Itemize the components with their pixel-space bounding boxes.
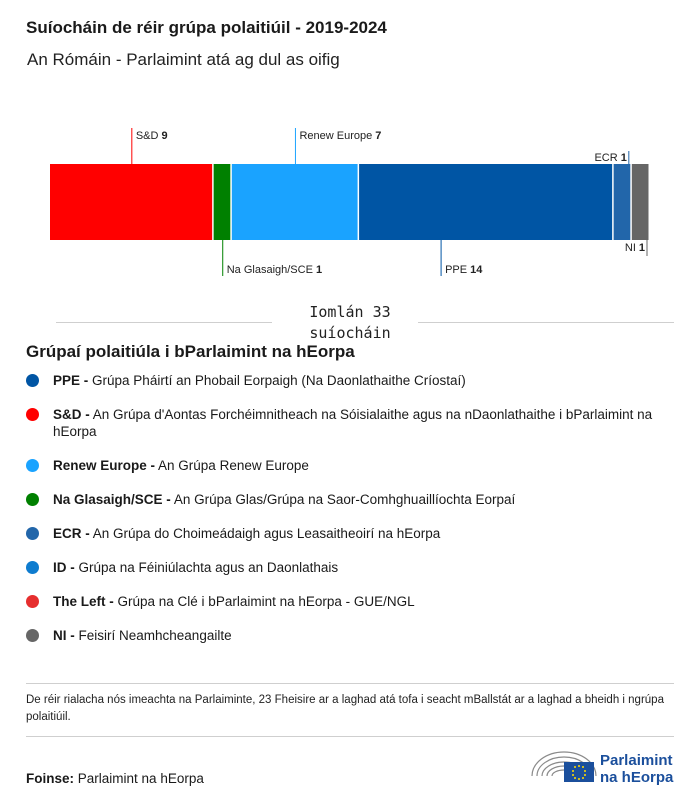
- legend-abbr: PPE -: [53, 373, 89, 388]
- segment-label-name: S&D: [135, 130, 159, 142]
- legend-swatch: [26, 408, 39, 421]
- legend-item: [26, 457, 676, 474]
- legend-item: [26, 627, 676, 644]
- legend-swatch: [26, 629, 39, 642]
- segment-label-name: PPE: [445, 264, 468, 276]
- legend-abbr: S&D -: [53, 407, 90, 422]
- chart-title: Suíocháin de réir grúpa polaitiúil - 2019-2024: [26, 18, 387, 37]
- legend-swatch: [26, 595, 39, 608]
- legend-item: [26, 372, 676, 389]
- logo-line-2: na hEorpa: [600, 769, 674, 786]
- legend-desc: An Grúpa Glas/Grúpa na Saor-Comhghuaillíochta Eorpaí: [173, 492, 516, 507]
- segment-label: [594, 152, 626, 164]
- bar-segment: [614, 164, 631, 240]
- legend-abbr: The Left -: [53, 594, 114, 609]
- segment-label: [625, 242, 645, 254]
- legend-desc: An Grúpa do Choimeádaigh agus Leasaitheoirí na hEorpa: [92, 526, 441, 541]
- legend-desc: Grúpa na Féiniúlachta agus an Daonlathais: [78, 560, 339, 575]
- legend-desc: An Grúpa Renew Europe: [158, 458, 309, 473]
- segment-label-name: Na Glasaigh/SCE: [226, 264, 313, 276]
- legend-item: [26, 491, 676, 508]
- legend-abbr: NI -: [53, 628, 75, 643]
- legend-swatch: [26, 374, 39, 387]
- segment-label-value: 14: [470, 264, 483, 276]
- legend-abbr: ECR -: [53, 526, 90, 541]
- legend-swatch: [26, 561, 39, 574]
- legend-desc: Grúpa na Clé i bParlaimint na hEorpa - GUE/NGL: [117, 594, 415, 609]
- total-seats-count: Iomlán 33: [309, 303, 391, 321]
- segment-label-name: ECR: [594, 152, 618, 164]
- bar-segment: [232, 164, 358, 240]
- legend-item: [26, 593, 676, 610]
- legend-swatch: [26, 493, 39, 506]
- source-line: [26, 771, 204, 786]
- total-seats-label: [275, 302, 425, 344]
- logo-line-1: Parlaimint: [600, 752, 673, 769]
- source-text: Parlaimint na hEorpa: [77, 771, 204, 786]
- footnote: De réir rialacha nós imeachta na Parlaiminte, 23 Fheisire ar a laghad atá tofa i seacht mBallstát ar a laghad a bheidh i ngrúpa polaitiúil.: [26, 694, 664, 723]
- legend-desc: Grúpa Pháirtí an Phobail Eorpaigh (Na Daonlathaithe Críostaí): [92, 373, 466, 388]
- legend-swatch: [26, 527, 39, 540]
- legend-swatch: [26, 459, 39, 472]
- legend: [26, 372, 676, 661]
- bar-segment: [632, 164, 649, 240]
- segment-label-value: 1: [638, 242, 645, 254]
- legend-item: [26, 559, 676, 576]
- segment-label-value: 7: [375, 130, 382, 142]
- segment-label: [136, 130, 168, 142]
- segment-label: [445, 264, 483, 276]
- segment-label-name: Renew Europe: [299, 130, 373, 142]
- segment-label-value: 1: [620, 152, 627, 164]
- legend-desc: An Grúpa d'Aontas Forchéimnitheach na Sóisialaithe agus na nDaonlathaithe i bParlaimint na hEorpa: [53, 407, 653, 439]
- segment-label-value: 1: [315, 264, 323, 276]
- legend-title: Grúpaí polaitiúla i bParlaimint na hEorpa: [26, 342, 355, 361]
- legend-desc: Feisirí Neamhcheangailte: [78, 628, 232, 643]
- total-divider-left: [56, 322, 272, 323]
- legend-abbr: Na Glasaigh/SCE -: [53, 492, 171, 507]
- legend-abbr: ID -: [53, 560, 75, 575]
- bar-segment: [50, 164, 212, 240]
- source-label: Foinse:: [26, 771, 75, 786]
- divider-top: [26, 683, 674, 684]
- segment-label-value: 9: [161, 130, 168, 142]
- bar-segment: [359, 164, 612, 240]
- legend-item: [26, 525, 676, 542]
- total-seats-unit: suíocháin: [309, 324, 391, 342]
- seat-bar-chart: [0, 110, 700, 290]
- legend-item: [26, 406, 676, 440]
- segment-label-name: NI: [624, 242, 636, 254]
- segment-label: [227, 264, 322, 276]
- bar-segment: [214, 164, 231, 240]
- total-divider-right: [418, 322, 674, 323]
- legend-abbr: Renew Europe -: [53, 458, 156, 473]
- chart-subtitle: An Rómáin - Parlaimint atá ag dul as oifig: [27, 50, 340, 69]
- logo-text: [600, 752, 673, 786]
- segment-label: [299, 130, 381, 142]
- divider-bottom: [26, 736, 674, 737]
